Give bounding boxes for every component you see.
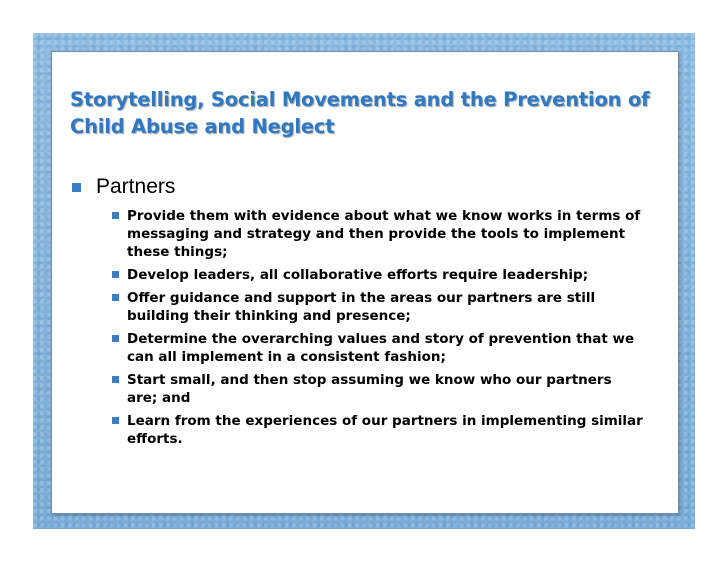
bullet-line: efforts. [127, 431, 183, 447]
top-level-list [72, 174, 175, 200]
bullet-line: building their thinking and presence; [127, 308, 411, 324]
bullet-line: these things; [127, 244, 228, 260]
bullet-line: Learn from the experiences of our partners in implementing similar [127, 413, 643, 429]
bullet-line: Develop leaders, all collaborative efforts require leadership; [127, 267, 589, 283]
list-item [108, 207, 668, 261]
square-bullet-icon [112, 271, 119, 278]
bullet-line: messaging and strategy and then provide the tools to implement [127, 226, 626, 242]
title-line-1: Storytelling, Social Movements and the Prevention of [70, 88, 650, 111]
bullet-line: Offer guidance and support in the areas our partners are still [127, 290, 596, 306]
partners-heading: Partners [96, 175, 176, 198]
bullet-line: Determine the overarching values and story of prevention that we [127, 331, 635, 347]
bullet-line: are; and [127, 390, 191, 406]
list-item [108, 412, 668, 448]
bullet-line: Start small, and then stop assuming we know who our partners [127, 372, 612, 388]
bullet-text [127, 330, 668, 366]
square-bullet-icon [112, 212, 119, 219]
list-item [108, 371, 668, 407]
sub-bullet-list [108, 207, 668, 453]
bullet-text [127, 207, 668, 261]
square-bullet-icon [112, 335, 119, 342]
bullet-text [127, 266, 668, 284]
list-item [108, 266, 668, 284]
bullet-text [127, 371, 668, 407]
bullet-line: can all implement in a consistent fashion; [127, 349, 446, 365]
bullet-line: Provide them with evidence about what we know works in terms of [127, 208, 641, 224]
square-bullet-icon [112, 417, 119, 424]
list-item [108, 330, 668, 366]
square-bullet-icon [72, 183, 81, 192]
slide-title [70, 86, 660, 140]
bullet-text [127, 412, 668, 448]
square-bullet-icon [112, 376, 119, 383]
list-item-partners [72, 174, 175, 200]
bullet-text [127, 289, 668, 325]
list-item [108, 289, 668, 325]
square-bullet-icon [112, 294, 119, 301]
title-line-2: Child Abuse and Neglect [70, 115, 335, 138]
